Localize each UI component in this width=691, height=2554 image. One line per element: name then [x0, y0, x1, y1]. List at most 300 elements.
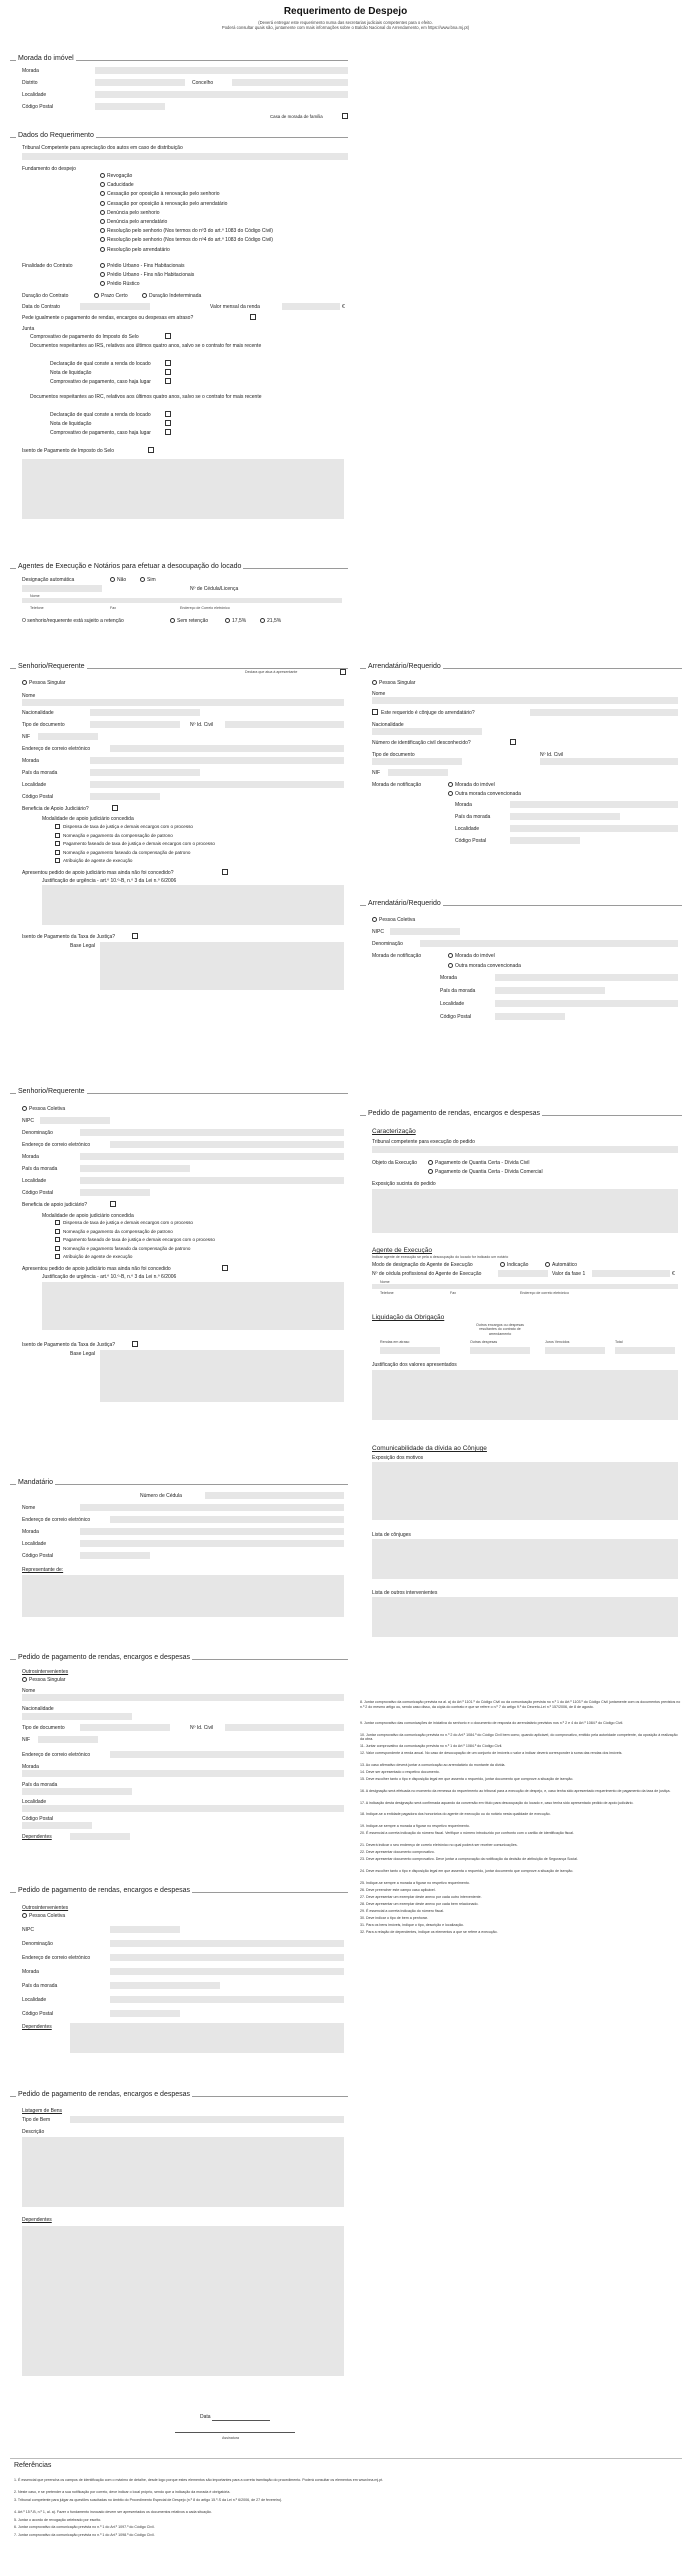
finalidade-option-label: Prédio Urbano - Fins Habitacionais — [107, 263, 185, 269]
reference-item: 28. Deve apresentar um exemplar deste anexo por cada bem relacionado. — [360, 1901, 479, 1906]
label-dependentes: Dependentes — [22, 1834, 52, 1840]
label-outra-morada: Outra morada convencionada — [455, 791, 521, 797]
m-cp-input[interactable] — [80, 1552, 150, 1559]
label-dependentes: Dependentes — [22, 2217, 52, 2223]
label-denominacao: Denominação — [372, 941, 403, 947]
p1-motivos-textarea[interactable] — [372, 1462, 678, 1520]
euro-symbol: € — [672, 1271, 675, 1277]
label-nome: Nome — [372, 691, 386, 697]
automatico-radio[interactable] — [545, 1262, 550, 1267]
label-lista-conjuges: Lista de cônjuges — [372, 1532, 411, 1538]
comunic-heading: Comunicabilidade da dívida ao Cônjuge — [372, 1445, 487, 1452]
s1-id-input[interactable] — [225, 721, 344, 728]
a2-morada-input[interactable] — [495, 974, 678, 981]
label-nacionalidade: Nacionalidade — [372, 722, 404, 728]
label-cp: Código Postal — [455, 838, 487, 844]
reference-item: 16. A designação será efetuada no momento da remessa do requerimento ao tribunal para a execução de despejo, e, caso tenha sido apresentado requerimento de pagamento da taxa de justiça. — [360, 1789, 671, 1793]
a1-conjuge-checkbox[interactable] — [372, 709, 378, 715]
a2-denominacao-input[interactable] — [420, 940, 678, 947]
label-apresentou: Apresentou pedido de apoio judiciário mas ainda não foi concedido? — [22, 870, 174, 876]
label-justificacao: Justificação dos valores apresentados — [372, 1362, 457, 1368]
reference-item: 26. Deve preencher este campo caso aplicável. — [360, 1887, 436, 1892]
m-representante-textarea[interactable] — [22, 1575, 344, 1617]
label-fundamento: Fundamento do despejo — [22, 166, 76, 172]
nota-liq-checkbox-1[interactable] — [165, 369, 171, 375]
localidade-input[interactable] — [95, 91, 348, 98]
decl-renda-checkbox-1[interactable] — [165, 360, 171, 366]
a2-outra-morada-radio[interactable] — [448, 963, 453, 968]
fundamento-option-label: Resolução pelo senhorio (Nos termos do nº3 do art.º 1083 do Código Civil) — [107, 228, 273, 235]
label-morada: Morada — [22, 1969, 39, 1975]
section-title: Arrendatário/Requerido — [368, 900, 441, 907]
p1-conjuges-textarea[interactable] — [372, 1539, 678, 1579]
label-nota-liq-2: Nota de liquidação — [50, 421, 92, 427]
label-n-id: Nº Id. Civil — [540, 752, 564, 758]
label-isento-selo: Isento de Pagamento de Imposto do Selo — [22, 448, 115, 454]
label-nif: NIF — [372, 770, 381, 776]
label-exposicao-motivos: Exposição dos motivos — [372, 1455, 424, 1461]
label-data-contrato: Data do Contrato — [22, 304, 61, 310]
label-localidade: Localidade — [455, 826, 480, 832]
label-pessoa-singular: Pessoa Singular — [379, 680, 416, 686]
reference-item: 25. Indique-se sempre a morada a figurar no respetivo requerimento. — [360, 1880, 470, 1885]
fundamento-option-label: Denúncia pelo senhorio — [107, 209, 160, 216]
retencao-175-radio[interactable] — [225, 618, 230, 623]
label-outros: Outrosintervenientes — [22, 1669, 69, 1675]
label-designacao: Designação automática — [22, 577, 75, 583]
p2-dependentes-input[interactable] — [70, 1833, 130, 1840]
page-title: Requerimento de Despejo — [283, 6, 408, 17]
label-email: Endereço de correio eletrónico — [22, 1752, 91, 1758]
s1-justificacao-textarea[interactable] — [42, 885, 344, 925]
comp-pag-checkbox-1[interactable] — [165, 378, 171, 384]
label-nome: Nome — [22, 1505, 36, 1511]
label-pais: País da morada — [455, 814, 491, 820]
s1-nome-input[interactable] — [22, 699, 344, 706]
a1-morada-imovel-radio[interactable] — [448, 782, 453, 787]
s2-modalidade-checkbox[interactable] — [55, 1246, 60, 1251]
fundamento-radio[interactable] — [100, 247, 105, 252]
s2-apresentou-checkbox[interactable] — [222, 1265, 228, 1271]
label-indicacao: Indicação — [507, 1262, 529, 1268]
base-legal-textarea[interactable] — [22, 459, 344, 519]
s1-nif-input[interactable] — [38, 733, 98, 740]
p2-nacionalidade-input[interactable] — [22, 1713, 132, 1720]
label-valor-fase: Valor da fase 1 — [552, 1271, 586, 1277]
label-cp: Código Postal — [22, 1190, 54, 1196]
a1-conjuge-input[interactable] — [530, 709, 678, 716]
p2-pessoa-singular-radio[interactable] — [22, 1677, 27, 1682]
p3-morada-input[interactable] — [110, 1968, 344, 1975]
s1-nacionalidade-input[interactable] — [90, 709, 200, 716]
s2-modalidade-checkbox[interactable] — [55, 1254, 60, 1259]
p3-pais-input[interactable] — [110, 1982, 220, 1989]
label-localidade: Localidade — [22, 1541, 47, 1547]
a1-cp-input[interactable] — [510, 837, 580, 844]
label-nipc: NIPC — [372, 929, 384, 935]
s2-justificacao-textarea[interactable] — [42, 1282, 344, 1330]
reference-item: 13. Ao caso afirmativo deverá juntar a comunicação ao arrendatário do montante da dívida. — [360, 1763, 506, 1768]
p1-justificacao-textarea[interactable] — [372, 1370, 678, 1420]
p2-morada-input[interactable] — [22, 1770, 344, 1777]
liquidacao-heading: Liquidação da Obrigação — [372, 1314, 445, 1321]
p1-nome-input[interactable] — [372, 1284, 678, 1289]
fundamento-radio[interactable] — [100, 173, 105, 178]
reference-item: 10. Juntar comprovativo da comunicação prevista no n.º 2 do Art.º 1084.º do Código Civil bem como, quando aplicável, do comprovativo, emitido pela autoridade competente, da oposição à realização da obra. — [360, 1732, 678, 1742]
p3-nipc-input[interactable] — [110, 1926, 180, 1933]
label-conjuge: Este requerido é cônjuge do arrendatário? — [381, 710, 475, 716]
a1-nif-input[interactable] — [388, 769, 448, 776]
label-pessoa-coletiva: Pessoa Coletiva — [379, 917, 416, 923]
p2-localidade-input[interactable] — [22, 1805, 344, 1812]
label-morada-imovel: Morada do imóvel — [455, 782, 495, 788]
label-pessoa-coletiva: Pessoa Coletiva — [29, 1913, 66, 1919]
label-nome: Nome — [30, 594, 40, 598]
fundamento-option-label: Denúncia pelo arrendatário — [107, 219, 168, 225]
label-nif: NIF — [22, 734, 31, 740]
designacao-nao-radio[interactable] — [110, 577, 115, 582]
p3-pessoa-coletiva-radio[interactable] — [22, 1913, 27, 1918]
label-sim: Sim — [147, 577, 156, 583]
label-modalidade: Modalidade de apoio judiciário concedida — [42, 816, 134, 822]
cp-input[interactable] — [95, 103, 165, 110]
a2-cp-input[interactable] — [495, 1013, 565, 1020]
fundamento-radio[interactable] — [100, 201, 105, 206]
p2-pais-input[interactable] — [22, 1788, 132, 1795]
label-isento-taxa: Isento de Pagamento da Taxa de Justiça? — [22, 1342, 116, 1348]
label-pais: País da morada — [22, 1983, 58, 1989]
isento-selo-checkbox[interactable] — [148, 447, 154, 453]
reference-item: 21. Deverá indicar o seu endereço de correio eletrónico no qual poderá ser receber comunicações. — [360, 1842, 518, 1847]
label-pais: País da morada — [22, 1782, 58, 1788]
concelho-input[interactable] — [232, 79, 348, 86]
label-data: Data — [200, 2414, 211, 2420]
label-email: Endereço de correio eletrónico — [22, 1955, 91, 1961]
casa-familia-checkbox[interactable] — [342, 113, 348, 119]
reference-item: 11. Juntar comprovativo da comunicação prevista no n.º 1 do Art.º 1084.º do Código Civil. — [360, 1744, 503, 1749]
finalidade-radio[interactable] — [100, 281, 105, 286]
data-contrato-input[interactable] — [80, 303, 150, 310]
label-tipo-doc: Tipo de documento — [22, 722, 65, 728]
m-email-input[interactable] — [110, 1516, 344, 1523]
obj-comercial-radio[interactable] — [428, 1169, 433, 1174]
p4-dependentes-textarea[interactable] — [22, 2226, 344, 2376]
s2-nipc-input[interactable] — [40, 1117, 110, 1124]
liquidacao-col-input[interactable] — [380, 1347, 440, 1354]
label-morada-imovel: Morada do imóvel — [455, 953, 495, 959]
label-tribunal: Tribunal Competente para apreciação dos autos em caso de distribuição — [22, 145, 183, 151]
label-obj-civil: Pagamento de Quantia Certa - Dívida Civil — [435, 1160, 530, 1166]
s1-apresentou-checkbox[interactable] — [222, 869, 228, 875]
label-comp-pag-1: Comprovativo de pagamento, caso haja lugar — [50, 379, 151, 385]
label-finalidade: Finalidade do Contrato — [22, 263, 73, 269]
liquidacao-col-input[interactable] — [470, 1347, 530, 1354]
s1-isento-checkbox[interactable] — [132, 933, 138, 939]
s2-base-legal-textarea[interactable] — [100, 1350, 344, 1402]
agente-desc: Indicar agente de execução se pela a desocupação do locado for indicado um notário — [372, 1255, 509, 1259]
p2-nif-input[interactable] — [38, 1736, 98, 1743]
reference-item: 20. É essencial a correta indicação do número fiscal. Verifique o número introduzido por confronto com o cartão de identificação fiscal. — [360, 1831, 574, 1836]
intro-line-1: (Deverá entregar este requerimento numa das secretarias judiciais competentes para o efeito. — [258, 20, 433, 25]
obj-civil-radio[interactable] — [428, 1160, 433, 1165]
a1-localidade-input[interactable] — [510, 825, 678, 832]
section-title: Pedido de pagamento de rendas, encargos e despesas — [18, 1654, 191, 1661]
finalidade-radio[interactable] — [100, 272, 105, 277]
a1-nome-input[interactable] — [372, 697, 678, 704]
label-tipo-bem: Tipo de Bem — [22, 2117, 51, 2123]
label-nao: Não — [117, 577, 127, 583]
liquidacao-col-input[interactable] — [545, 1347, 605, 1354]
valor-renda-input[interactable] — [282, 303, 340, 310]
s1-apoio-checkbox[interactable] — [112, 805, 118, 811]
label-base-legal: Base Legal — [70, 1351, 96, 1357]
reference-item: 15. Deve escolher tanto o tipo e disposição legal em que assenta o requerido, juntar documento que comprove a situação de isenção. — [360, 1777, 574, 1782]
prazo-certo-radio[interactable] — [94, 293, 99, 298]
liquidacao-col-input[interactable] — [615, 1347, 675, 1354]
s2-pais-input[interactable] — [80, 1165, 190, 1172]
label-morada: Morada — [22, 758, 39, 764]
fundamento-radio[interactable] — [100, 210, 105, 215]
a1-id-input[interactable] — [540, 758, 678, 765]
label-nif: NIF — [22, 1737, 31, 1743]
label-nacionalidade: Nacionalidade — [22, 1706, 54, 1712]
comprovativo-selo-checkbox[interactable] — [165, 333, 171, 339]
p4-tipo-bem-input[interactable] — [70, 2116, 344, 2123]
label-pais: País da morada — [22, 1166, 58, 1172]
s1-morada-input[interactable] — [90, 757, 344, 764]
label-email: Endereço de correio eletrónico — [22, 1517, 91, 1523]
sem-retencao-radio[interactable] — [170, 618, 175, 623]
label-prazo-certo: Prazo Certo — [101, 293, 128, 299]
label-cp: Código Postal — [22, 1816, 54, 1822]
reference-item: 18. Indique-se a entidade pagadora dos honorários do agente de execução ou do notário nesta qualidade de execução. — [360, 1812, 551, 1817]
label-lista-outros: Lista de outros intervenientes — [372, 1590, 438, 1596]
a2-localidade-input[interactable] — [495, 1000, 678, 1007]
s2-pessoa-coletiva-radio[interactable] — [22, 1106, 27, 1111]
agente-cedula-input[interactable] — [22, 585, 102, 592]
s1-modalidade-checkbox[interactable] — [55, 850, 60, 855]
m-nome-input[interactable] — [80, 1504, 344, 1511]
label-cp: Código Postal — [22, 104, 54, 110]
label-175: 17,5% — [232, 618, 247, 624]
label-morada: Morada — [455, 802, 472, 808]
reference-item: 19. Indique-se sempre a morada a figurar no respetivo requerimento. — [360, 1824, 470, 1829]
label-casa-familia: Casa de morada de família — [270, 114, 323, 119]
designacao-sim-radio[interactable] — [140, 577, 145, 582]
m-morada-input[interactable] — [80, 1528, 344, 1535]
tribunal-input[interactable] — [22, 153, 348, 160]
decl-renda-checkbox-2[interactable] — [165, 411, 171, 417]
label-duracao: Duração do Contrato — [22, 293, 69, 299]
label-cp: Código Postal — [22, 794, 54, 800]
data-line[interactable] — [212, 2420, 270, 2421]
p2-cp-input[interactable] — [22, 1822, 92, 1829]
s1-cp-input[interactable] — [90, 793, 160, 800]
finalidade-radio[interactable] — [100, 263, 105, 268]
finalidade-option-label: Prédio Rústico — [107, 281, 140, 287]
p3-localidade-input[interactable] — [110, 1996, 344, 2003]
a1-id-desc-checkbox[interactable] — [510, 739, 516, 745]
p2-email-input[interactable] — [110, 1751, 344, 1758]
indeterminada-radio[interactable] — [142, 293, 147, 298]
label-fax: Fax — [110, 606, 116, 610]
p1-exposicao-textarea[interactable] — [372, 1189, 678, 1233]
s1-tipo-doc-select[interactable] — [90, 721, 180, 728]
label-dependentes: Dependentes — [22, 2024, 52, 2030]
liquidacao-col-header: Juros Vencidos — [545, 1340, 570, 1344]
s2-denominacao-input[interactable] — [80, 1129, 344, 1136]
caracterizacao-heading: Caracterização — [372, 1128, 416, 1135]
pessoa-singular-radio[interactable] — [22, 680, 27, 685]
label-isento-taxa: Isento de Pagamento da Taxa de Justiça? — [22, 934, 116, 940]
label-telefone: Telefone — [380, 1291, 394, 1295]
section-title: Agentes de Execução e Notários para efetuar a desocupação do locado — [18, 563, 242, 570]
s1-email-input[interactable] — [110, 745, 344, 752]
label-denominacao: Denominação — [22, 1941, 53, 1947]
label-assinatura: Assinatura — [222, 2436, 239, 2440]
a1-nacionalidade-input[interactable] — [372, 728, 482, 735]
label-indeterminada: Duração Indeterminada — [149, 293, 202, 299]
agente-nome-input[interactable] — [22, 598, 342, 603]
label-denominacao: Denominação — [22, 1130, 53, 1136]
p1-valor-fase-input[interactable] — [592, 1270, 670, 1277]
p2-nome-input[interactable] — [22, 1694, 344, 1701]
label-pais: País da morada — [22, 770, 58, 776]
p2-id-input[interactable] — [225, 1724, 344, 1731]
s1-modalidade-label: Atribuição de agente de execução — [63, 858, 133, 863]
fundamento-option-label: Cessação por oposição à renovação pelo senhorio — [107, 191, 220, 198]
pede-pagamento-checkbox[interactable] — [250, 314, 256, 320]
p1-tribunal-input[interactable] — [372, 1146, 678, 1153]
label-n-id: Nº Id. Civil — [190, 722, 214, 728]
p1-cedula-input[interactable] — [498, 1270, 548, 1277]
s1-modalidade-label: Dispensa de taxa de justiça e demais encargos com o processo — [63, 824, 193, 829]
section-title: Morada do imóvel — [18, 55, 74, 62]
label-localidade: Localidade — [22, 782, 47, 788]
label-cp: Código Postal — [22, 2011, 54, 2017]
a2-nipc-input[interactable] — [390, 928, 460, 935]
label-justificacao: Justificação de urgência - art.º 10.º-B, n.º 3 da Lei n.º 6/2006 — [42, 878, 177, 884]
distrito-input[interactable] — [95, 79, 185, 86]
label-n-id: Nº Id. Civil — [190, 1725, 214, 1731]
s2-modalidade-checkbox[interactable] — [55, 1229, 60, 1234]
s2-apoio-checkbox[interactable] — [110, 1201, 116, 1207]
a1-tipo-doc-select[interactable] — [372, 758, 462, 765]
label-morada-not: Morada de notificação — [372, 953, 422, 959]
p3-dependentes-textarea[interactable] — [70, 2023, 344, 2053]
label-email: Endereço de correio eletrónico — [520, 1291, 569, 1295]
s1-localidade-input[interactable] — [90, 781, 344, 788]
s1-modalidade-checkbox[interactable] — [55, 858, 60, 863]
comp-pag-checkbox-2[interactable] — [165, 429, 171, 435]
s2-modalidade-checkbox[interactable] — [55, 1220, 60, 1225]
s1-modalidade-checkbox[interactable] — [55, 833, 60, 838]
reference-item: 4. Art.º 15.º-B, n.º 1, al. a). Fazer o fundamento invocado devem ser apresentados os documentos relativos a cada situação. — [14, 2510, 212, 2514]
a1-pais-input[interactable] — [510, 813, 620, 820]
declara-checkbox[interactable] — [340, 669, 346, 675]
a2-morada-imovel-radio[interactable] — [448, 953, 453, 958]
reference-item: 8. Juntar comprovativo da comunicação prevista na al. a) do Art.º 1101.º do Código Civil ou da comunicação prevista no n.º 1 do Art.º 1103.º do Código Civil juntamente com os documentos previstos no n.º 2 do mesmo artigo ou, sendo caso disso, da cópia do contrato e que se refere o n.º 7 do artigo 9.º do Decreto-Lei n.º 157/2006, de 8 de agosto. — [360, 1700, 681, 1709]
label-pessoa-singular: Pessoa Singular — [29, 680, 66, 686]
s2-email-input[interactable] — [110, 1141, 344, 1148]
reference-item: 31. Para os bens imóveis, indique o tipo, descrição e localização. — [360, 1923, 464, 1928]
morada-input[interactable] — [95, 67, 348, 74]
label-sem-retencao: Sem retenção — [177, 618, 209, 624]
section-title: Pedido de pagamento de rendas, encargos e despesas — [18, 2091, 191, 2098]
s2-localidade-input[interactable] — [80, 1177, 344, 1184]
label-tipo-doc: Tipo de documento — [372, 752, 415, 758]
label-descricao: Descrição — [22, 2129, 45, 2135]
reference-item: 23. Deve apresentar documento comprovativo. Deve juntar a comprovação da notificação da decisão de atribuição de Segurança Social. — [360, 1857, 578, 1862]
s1-base-legal-textarea[interactable] — [100, 942, 344, 990]
label-localidade: Localidade — [22, 1178, 47, 1184]
a2-pais-input[interactable] — [495, 987, 605, 994]
nota-liq-checkbox-2[interactable] — [165, 420, 171, 426]
section-title: Senhorio/Requerente — [18, 1088, 85, 1095]
a1-morada-input[interactable] — [510, 801, 678, 808]
s2-morada-input[interactable] — [80, 1153, 344, 1160]
fundamento-option-label: Resolução pelo arrendatário — [107, 246, 170, 253]
label-nome: Nome — [22, 1688, 36, 1694]
label-outros-encargos: Outros encargos ou despesas resultantes do contrato de arrendamento — [476, 1323, 524, 1336]
p3-cp-input[interactable] — [110, 2010, 180, 2017]
s2-isento-checkbox[interactable] — [132, 1341, 138, 1347]
p2-tipo-doc-select[interactable] — [80, 1724, 170, 1731]
label-pais: País da morada — [440, 988, 476, 994]
indicacao-radio[interactable] — [500, 1262, 505, 1267]
label-concelho: Concelho — [192, 80, 214, 86]
fundamento-radio[interactable] — [100, 219, 105, 224]
s2-modalidade-label: Dispensa de taxa de justiça e demais encargos com o processo — [63, 1220, 193, 1225]
liquidacao-col-header: Rendas em atraso — [380, 1340, 410, 1344]
s2-modalidade-checkbox[interactable] — [55, 1237, 60, 1242]
label-tribunal: Tribunal competente para execução do pedido — [372, 1139, 475, 1145]
label-base-legal: Base Legal — [70, 943, 96, 949]
p3-email-input[interactable] — [110, 1954, 344, 1961]
label-pede-pagamento: Pede igualmente o pagamento de rendas, encargos ou despesas em atraso? — [22, 315, 194, 321]
s1-modalidade-checkbox[interactable] — [55, 824, 60, 829]
p1-outros-textarea[interactable] — [372, 1597, 678, 1637]
reference-item: 7. Juntar comprovativo da comunicação prevista no n.º 1 do Art.º 1098.º do Código Civil. — [14, 2532, 155, 2537]
label-morada: Morada — [440, 975, 457, 981]
assinatura-line[interactable] — [175, 2432, 295, 2433]
a2-pessoa-coletiva-radio[interactable] — [372, 917, 377, 922]
a1-outra-morada-radio[interactable] — [448, 791, 453, 796]
label-fax: Fax — [450, 1291, 456, 1295]
label-automatico: Automático — [552, 1262, 578, 1268]
s2-cp-input[interactable] — [80, 1189, 150, 1196]
reference-item: 12. Valor correspondente à renda anual. No caso de desocupação de um conjunto de imóveis o valor a indicar deverá corresponder à soma das rendas dos imóveis. — [360, 1751, 623, 1756]
retencao-215-radio[interactable] — [260, 618, 265, 623]
p4-descricao-textarea[interactable] — [22, 2137, 344, 2207]
reference-item: 14. Deve ser apresentado o respetivo documento. — [360, 1770, 440, 1775]
m-cedula-input[interactable] — [205, 1492, 344, 1499]
label-email: Endereço de correio eletrónico — [22, 1142, 91, 1148]
label-localidade: Localidade — [22, 1799, 47, 1805]
a1-pessoa-singular-radio[interactable] — [372, 680, 377, 685]
section-title: Mandatário — [18, 1479, 54, 1486]
label-morada: Morada — [22, 1154, 39, 1160]
m-localidade-input[interactable] — [80, 1540, 344, 1547]
s1-modalidade-checkbox[interactable] — [55, 841, 60, 846]
label-obj-comercial: Pagamento de Quantia Certa - Dívida Comercial — [435, 1169, 543, 1175]
section-title: Pedido de pagamento de rendas, encargos e despesas — [368, 1110, 541, 1117]
label-localidade: Localidade — [22, 1997, 47, 2003]
p3-denominacao-input[interactable] — [110, 1940, 344, 1947]
label-pessoa-coletiva: Pessoa Coletiva — [29, 1106, 66, 1112]
euro-symbol: € — [342, 304, 345, 310]
s1-pais-input[interactable] — [90, 769, 200, 776]
